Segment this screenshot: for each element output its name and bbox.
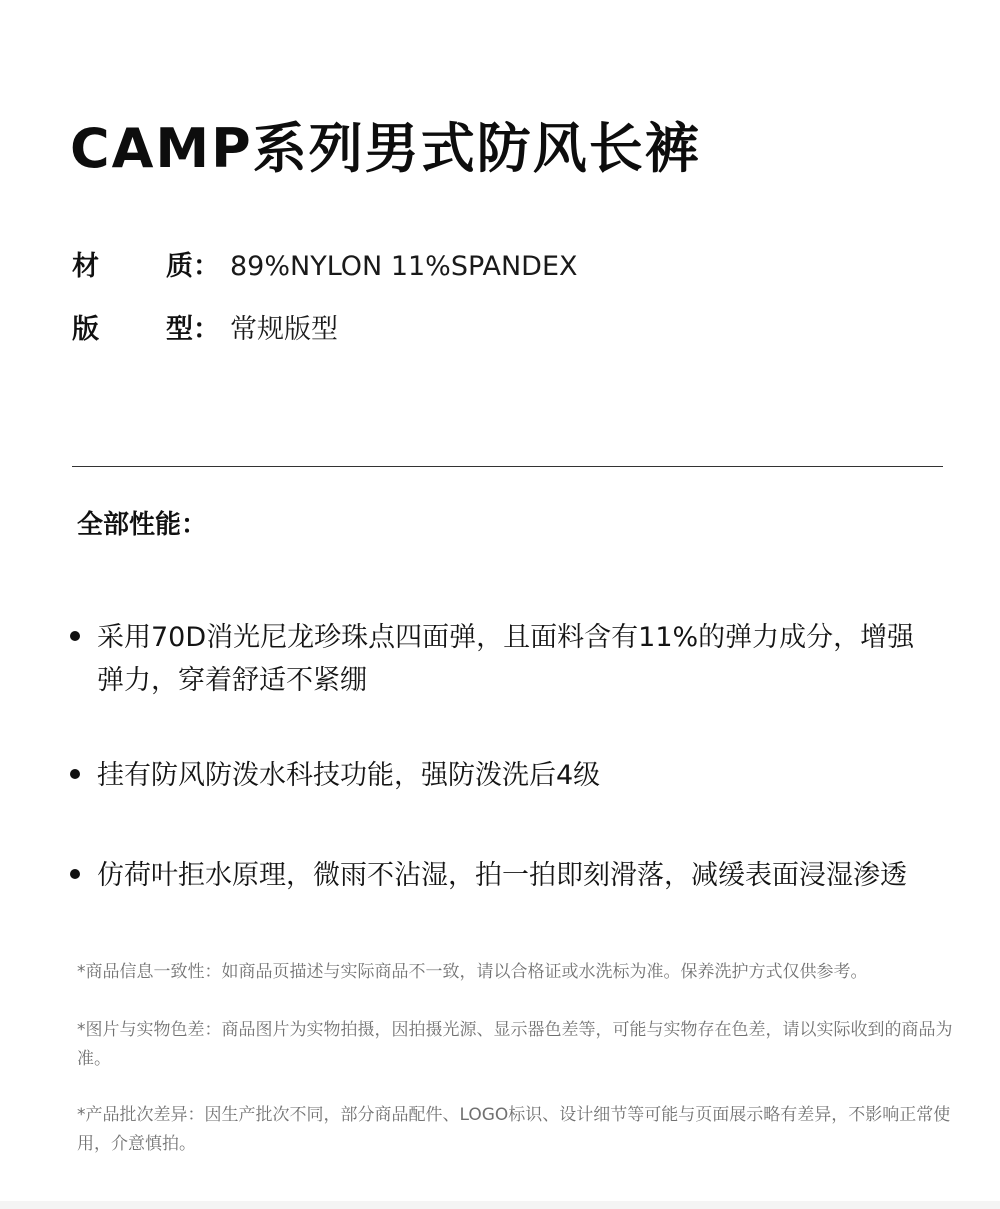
feature-item: [70, 616, 940, 702]
spec-label-material-char2: 质：: [166, 251, 220, 282]
spec-value-fit: 常规版型: [230, 314, 338, 345]
feature-text: 仿荷叶拒水原理，微雨不沾湿，拍一拍即刻滑落，减缓表面浸湿渗透: [97, 860, 907, 891]
bullet-icon: [70, 869, 80, 879]
section-divider: [72, 466, 943, 467]
bottom-band: [0, 1201, 1000, 1209]
note-consistency: *商品信息一致性：如商品页描述与实际商品不一致，请以合格证或水洗标为准。保养洗护方式仅供参考。: [77, 962, 868, 982]
spec-value-material: 89%NYLON 11%SPANDEX: [230, 251, 578, 282]
note-color-difference: *图片与实物色差：商品图片为实物拍摄，因拍摄光源、显示器色差等，可能与实物存在色差，请以实际收到的商品为准。: [77, 1020, 953, 1069]
note-batch-difference: *产品批次差异：因生产批次不同，部分商品配件、LOGO标识、设计细节等可能与页面展示略有差异，不影响正常使用，介意慎拍。: [77, 1105, 951, 1154]
bullet-icon: [70, 631, 80, 641]
spec-label-fit-char1: 版: [72, 314, 99, 345]
feature-text: 采用70D消光尼龙珍珠点四面弹，且面料含有11%的弹力成分，增强弹力，穿着舒适不紧绷: [97, 622, 915, 696]
bullet-icon: [70, 769, 80, 779]
feature-item: [70, 854, 940, 897]
features-title: 全部性能：: [77, 510, 208, 540]
feature-item: [70, 754, 940, 797]
spec-label-material-char1: 材: [72, 251, 99, 282]
feature-text: 挂有防风防泼水科技功能，强防泼洗后4级: [97, 760, 601, 791]
spec-label-fit-char2: 型：: [166, 314, 220, 345]
product-title: CAMP系列男式防风长裤: [70, 117, 701, 181]
